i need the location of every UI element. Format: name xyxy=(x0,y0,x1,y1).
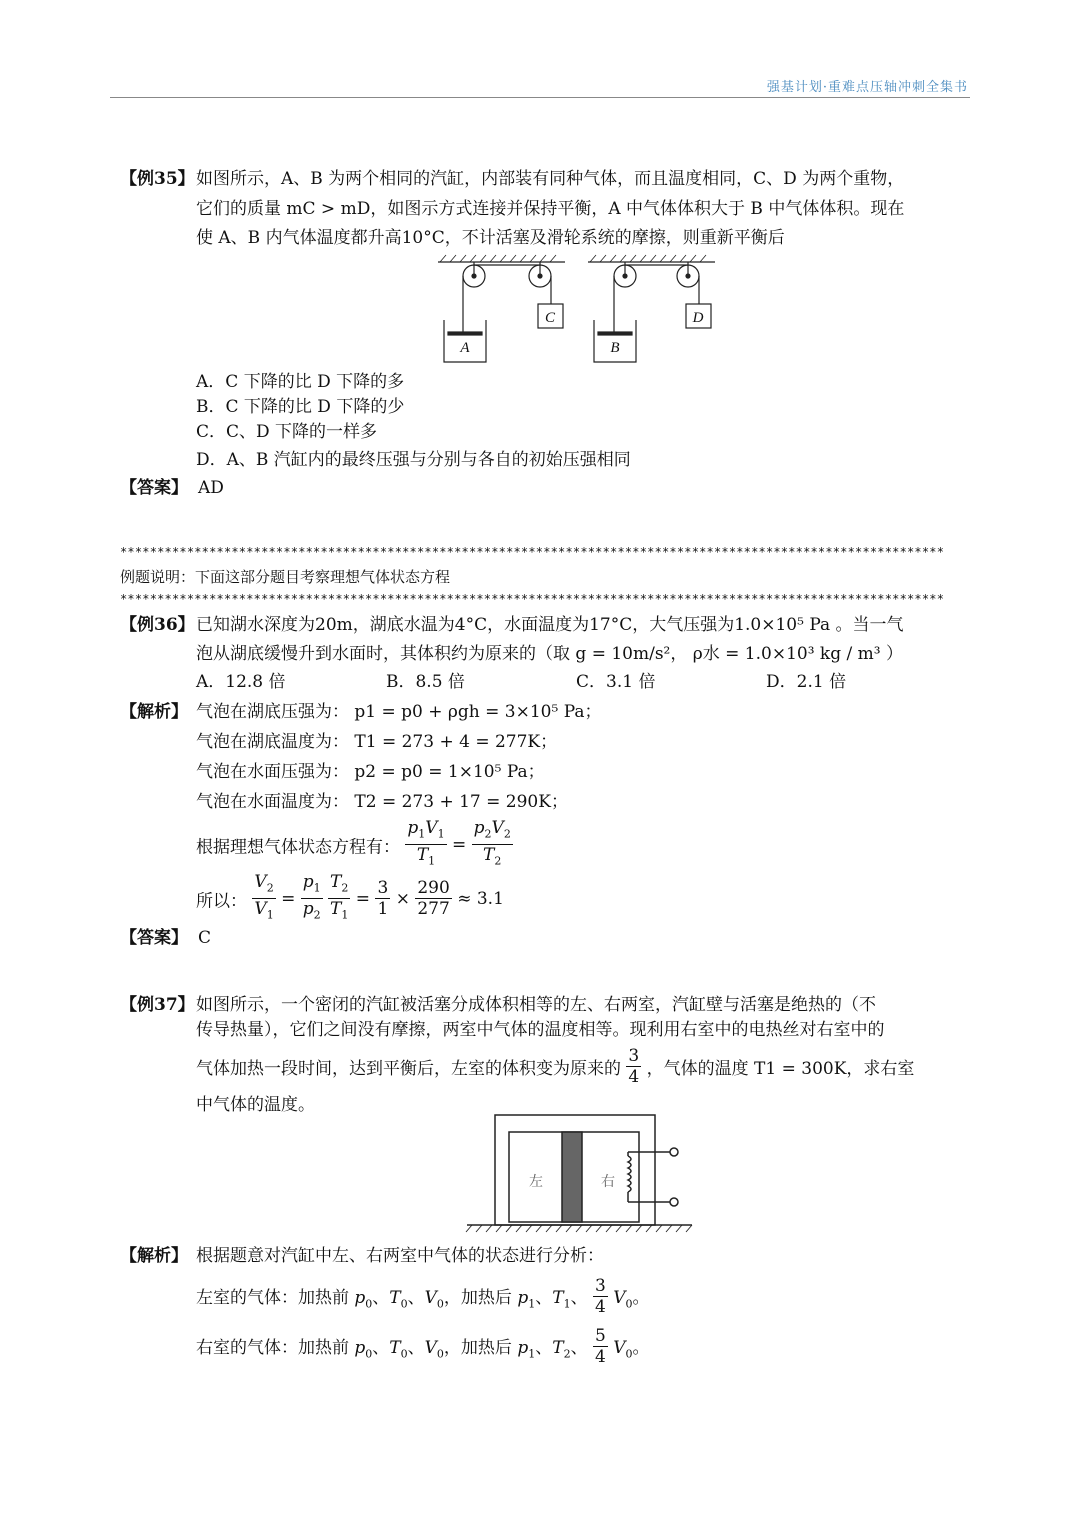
ex36-label: 【例36】 xyxy=(120,615,195,635)
ex36-ratio-equation: 所以： $\frac{V_2}{V_1}$ = $\frac{p_1}{p_2}$ $\frac{T_2}{T_1}$ = $\frac{3}{1}$ × $\frac{290}{277}$ ≈ 3.1 xyxy=(196,872,504,926)
ex35-option-b: B．C 下降的比 D 下降的少 xyxy=(196,397,405,417)
ex37-analysis: 根据题意对汽缸中左、右两室中气体的状态进行分析： xyxy=(196,1246,604,1266)
ex36-so-prefix: 所以： xyxy=(196,891,247,912)
terminal-bottom xyxy=(670,1198,678,1206)
ex37-line3-end: ，气体的温度 T1 = 300K，求右室 xyxy=(646,1059,915,1079)
fraction-p1-p2: $\frac{p_1}{p_2}$ xyxy=(302,872,321,922)
ex37-line3 xyxy=(196,1046,914,1087)
ex36-option-c: C．3.1 倍 xyxy=(576,672,656,692)
ex36-analysis-label: 【解析】 xyxy=(120,702,188,722)
ex37-line4: 中气体的温度。 xyxy=(196,1095,315,1115)
divider-note: 例题说明：下面这部分题目考察理想气体状态方程 xyxy=(120,568,451,586)
ex36-state-equation: 根据理想气体状态方程有： $\frac{p_1V_1}{T_1}$ = $\frac{p_2V_2}{T_2}$ xyxy=(196,818,513,872)
ex35-answer-label: 【答案】 xyxy=(120,478,188,498)
ex36-line2: 泡从湖底缓慢升到水面时，其体积约为原来的（取 g = 10m/s²， ρ水 = 1.0×10³ kg / m³ ） xyxy=(196,644,903,664)
left-chamber-label: 左 xyxy=(529,1174,543,1190)
fraction-3-1: $\frac{3}{1}$ xyxy=(377,878,389,920)
ex36-step-4: 气泡在水面温度为： T2 = 273 + 17 = 290K； xyxy=(196,792,568,812)
ex35-line1: 如图所示，A、B 为两个相同的汽缸，内部装有同种气体，而且温度相同，C、D 为两个重物， xyxy=(196,169,905,189)
ex36-answer-label: 【答案】 xyxy=(120,928,188,948)
ex35-option-d: D．A、B 汽缸内的最终压强与分别与各自的初始压强相同 xyxy=(196,450,631,470)
ex36-step-2: 气泡在湖底温度为： T1 = 273 + 4 = 277K； xyxy=(196,732,558,752)
ex36-step-1: 气泡在湖底压强为： p1 = p0 + ρgh = 3×10⁵ Pa； xyxy=(196,702,602,722)
ex37-line1: 如图所示，一个密闭的汽缸被活塞分成体积相等的左、右两室，汽缸壁与活塞是绝热的（不 xyxy=(196,995,876,1015)
ex35-pulley-figure xyxy=(430,252,730,370)
ex37-cylinder-figure xyxy=(462,1110,702,1244)
ex35-line3: 使 A、B 内气体温度都升高10°C，不计活塞及滑轮系统的摩擦，则重新平衡后 xyxy=(196,228,785,248)
fraction-t2-t1: $\frac{T_2}{T_1}$ xyxy=(330,872,349,922)
cylinder-a-label: A xyxy=(460,340,470,356)
ex35-answer: AD xyxy=(198,478,224,498)
fraction-5-4-right: $\frac{5}{4}$ xyxy=(594,1326,606,1367)
header-rule xyxy=(110,97,970,98)
ex35-label: 【例35】 xyxy=(120,169,195,189)
ex36-eq-prefix: 根据理想气体状态方程有： xyxy=(196,837,400,858)
ex36-option-a: A．12.8 倍 xyxy=(196,672,286,692)
ex36-step-3: 气泡在水面压强为： p2 = p0 = 1×10⁵ Pa； xyxy=(196,762,545,782)
ex36-option-b: B．8.5 倍 xyxy=(386,672,465,692)
cylinder-b-label: B xyxy=(610,340,620,356)
right-chamber-label: 右 xyxy=(601,1174,615,1190)
terminal-top xyxy=(670,1148,678,1156)
fraction-3-4: $\frac{3}{4}$ xyxy=(628,1046,640,1087)
ex35-option-a: A．C 下降的比 D 下降的多 xyxy=(196,372,405,392)
fraction-p1v1-t1: $\frac{p_1V_1}{T_1}$ xyxy=(407,818,445,868)
fraction-p2v2-t2: $\frac{p_2V_2}{T_2}$ xyxy=(473,818,511,868)
block-c-label: C xyxy=(544,310,556,326)
fraction-v2-v1: $\frac{V_2}{V_1}$ xyxy=(254,872,274,922)
running-header: 强基计划·重难点压轴冲刺全集书 xyxy=(766,80,968,95)
divider-stars-bottom: *************************************************************************************************************** xyxy=(120,592,945,606)
ex35-option-c: C．C、D 下降的一样多 xyxy=(196,422,378,442)
ex36-answer: C xyxy=(198,928,212,948)
block-d-label: D xyxy=(692,310,704,326)
fraction-290-277: $\frac{290}{277}$ xyxy=(417,878,450,920)
ex37-line3-start: 气体加热一段时间，达到平衡后，左室的体积变为原来的 xyxy=(196,1059,621,1079)
ex37-analysis-label: 【解析】 xyxy=(120,1246,188,1266)
ex35-line2: 它们的质量 mC > mD，如图示方式连接并保持平衡，A 中气体体积大于 B 中气体体积。现在 xyxy=(196,199,905,219)
ex37-line2: 传导热量），它们之间没有摩擦，两室中气体的温度相等。现利用右室中的电热丝对右室中的 xyxy=(196,1020,885,1040)
ex37-label: 【例37】 xyxy=(120,995,195,1015)
ex36-result: ≈ 3.1 xyxy=(457,888,504,909)
ex36-option-d: D．2.1 倍 xyxy=(766,672,847,692)
ex37-right-state: 右室的气体：加热前 $p_0$、$T_0$、$V_0$，加热后 $p_1$、$T_2$、 $\frac{5}{4}$ $V_0$。 xyxy=(196,1326,650,1367)
divider-stars-top: *************************************************************************************************************** xyxy=(120,545,945,559)
fraction-3-4-left: $\frac{3}{4}$ xyxy=(594,1276,606,1317)
ex37-left-state: 左室的气体：加热前 $p_0$、$T_0$、$V_0$，加热后 $p_1$、$T_1$、 $\frac{3}{4}$ $V_0$。 xyxy=(196,1276,650,1317)
ex36-line1: 已知湖水深度为20m，湖底水温为4°C，水面温度为17°C，大气压强为1.0×10⁵ Pa 。当一气 xyxy=(196,615,904,635)
